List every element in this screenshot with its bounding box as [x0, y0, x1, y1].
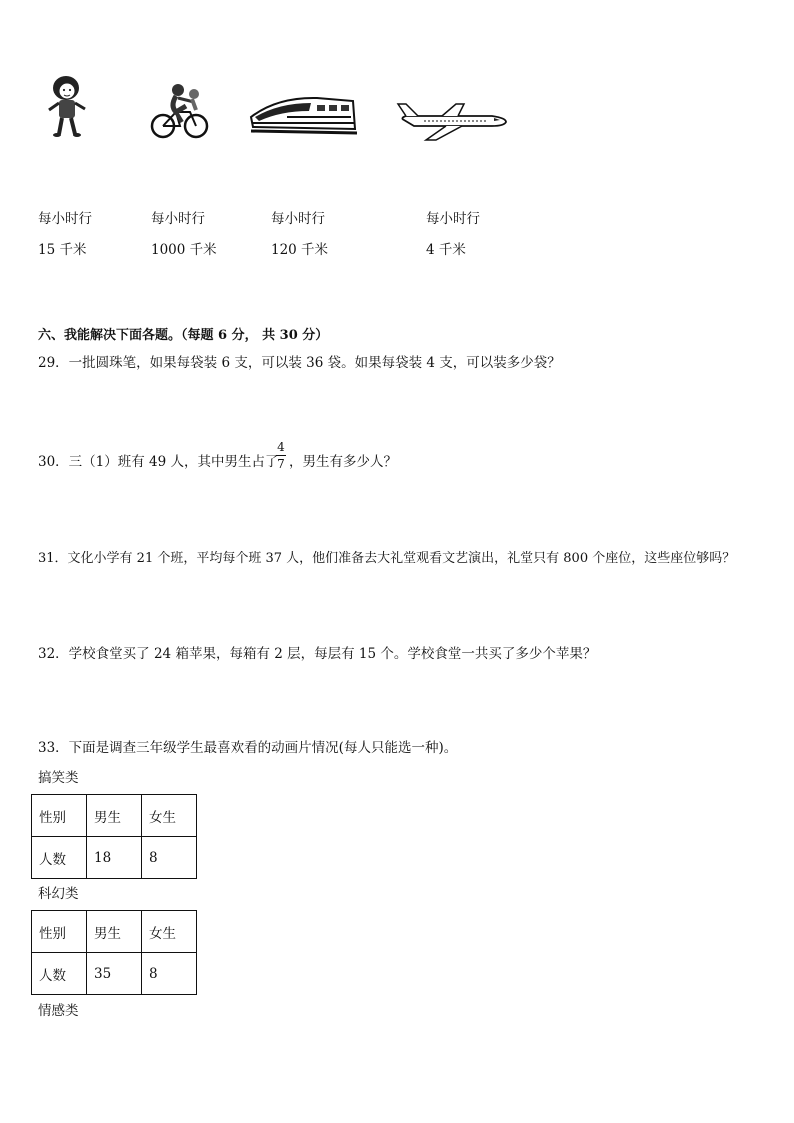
speed-label-3: 每小时行: [271, 211, 325, 227]
fraction-denominator: 7: [277, 457, 285, 471]
question-30-tail: ，男生有多少人？: [289, 454, 397, 470]
section-heading: 六、我能解决下面各题。（每题 6 分， 共 30 分）: [38, 328, 329, 343]
category-emotion-title: 情感类: [38, 1003, 79, 1019]
table-cell: 女生: [142, 795, 197, 837]
speed-value-2: 1000 千米: [151, 242, 217, 258]
table-cell: 8: [142, 837, 197, 879]
question-33: 33．下面是调查三年级学生最喜欢看的动画片情况(每人只能选一种)。: [38, 740, 458, 756]
speed-value-3: 120 千米: [271, 242, 329, 258]
table-cell: 性别: [32, 911, 87, 953]
girl-walking-icon: [44, 72, 90, 140]
question-32: 32．学校食堂买了 24 箱苹果，每箱有 2 层，每层有 15 个。学校食堂一共买了多少个苹果？: [38, 646, 597, 662]
cyclist-icon: [150, 80, 210, 142]
airplane-icon: [396, 100, 508, 142]
question-30-fraction: [276, 440, 286, 471]
speed-label-1: 每小时行: [38, 211, 92, 227]
question-30-text: 30．三（1）班有 49 人，其中男生占了: [38, 454, 279, 470]
comedy-table: [31, 794, 197, 879]
table-cell: 性别: [32, 795, 87, 837]
table-cell: 8: [142, 953, 197, 995]
table-row: [32, 911, 197, 953]
table-cell: 男生: [87, 911, 142, 953]
question-29: 29．一批圆珠笔，如果每袋装 6 支，可以装 36 袋。如果每袋装 4 支，可以装多少袋？: [38, 355, 561, 371]
speed-label-2: 每小时行: [151, 211, 205, 227]
speed-label-4: 每小时行: [426, 211, 480, 227]
table-title-scifi: 科幻类: [38, 886, 79, 902]
scifi-table: [31, 910, 197, 995]
table-cell: 男生: [87, 795, 142, 837]
table-row: [32, 837, 197, 879]
speed-value-4: 4 千米: [426, 242, 466, 258]
table-cell: 女生: [142, 911, 197, 953]
high-speed-train-icon: [247, 93, 359, 139]
table-cell: 人数: [32, 953, 87, 995]
question-31: 31．文化小学有 21 个班，平均每个班 37 人，他们准备去大礼堂观看文艺演出，礼堂只有 800 个座位，这些座位够吗？: [38, 551, 736, 566]
table-row: [32, 795, 197, 837]
table-cell: 18: [87, 837, 142, 879]
speed-value-1: 15 千米: [38, 242, 87, 258]
table-cell: 人数: [32, 837, 87, 879]
table-title-comedy: 搞笑类: [38, 770, 79, 786]
fraction-bar: [276, 455, 286, 456]
table-row: [32, 953, 197, 995]
fraction-numerator: 4: [277, 440, 285, 454]
table-cell: 35: [87, 953, 142, 995]
